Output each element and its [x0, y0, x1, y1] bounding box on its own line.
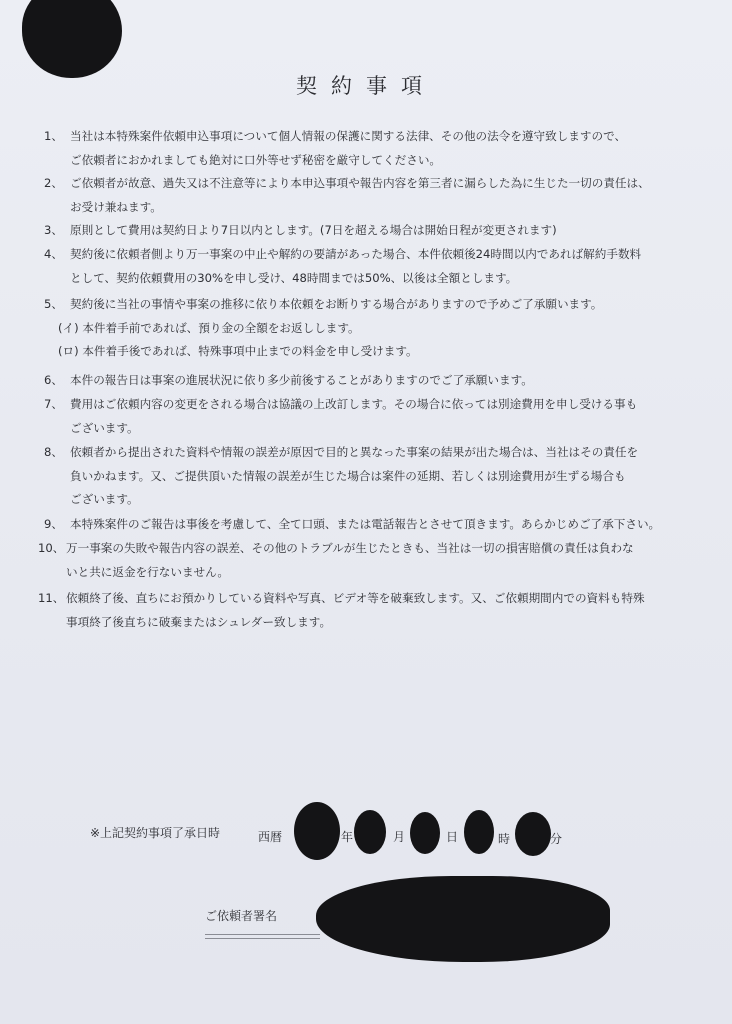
year-unit: 年 [341, 830, 354, 844]
redaction-mark [22, 0, 122, 78]
item-number: 5、 [44, 297, 63, 311]
hour-unit: 時 [498, 832, 511, 846]
item-text-line: 依頼終了後、直ちにお預かりしている資料や写真、ビデオ等を破棄致します。又、ご依頼期間内での資料も特殊 [66, 591, 645, 605]
item-number: 9、 [44, 517, 63, 531]
item-text-line: 原則として費用は契約日より7日以内とします。(7日を超える場合は開始日程が変更されます) [70, 223, 557, 237]
item-text-line: 契約後に依頼者側より万一事案の中止や解約の要請があった場合、本件依頼後24時間以内であれば解約手数料 [70, 247, 642, 261]
item-text-line: ございます。 [70, 420, 139, 435]
item-number: 4、 [44, 247, 63, 261]
day-unit: 日 [446, 830, 459, 844]
item-text-line: 当社は本特殊案件依頼申込事項について個人情報の保護に関する法律、その他の法令を遵守致しますので、 [70, 129, 627, 143]
acceptance-label: ※上記契約事項了承日時 [90, 826, 221, 840]
item-text-line: 負いかねます。又、ご提供頂いた情報の誤差が生じた場合は案件の延期、若しくは別途費用が生ずる場合も [70, 468, 626, 483]
item-text-line: (イ) 本件着手前であれば、預り金の全額をお返しします。 [58, 320, 360, 335]
item-text-line: 依頼者から提出された資料や情報の誤差が原因で目的と異なった事案の結果が出た場合は、当社はその責任を [70, 445, 639, 459]
item-text-line: (ロ) 本件着手後であれば、特殊事項中止までの料金を申し受けます。 [58, 344, 418, 358]
item-text-line: ご依頼者におかれましても絶対に口外等せず秘密を厳守してください。 [70, 152, 442, 167]
signature-underline [205, 938, 320, 939]
item-number: 3、 [44, 223, 63, 237]
redaction-mark [294, 802, 340, 860]
item-text-line: ございます。 [70, 492, 139, 506]
redaction-mark [515, 812, 551, 856]
month-unit: 月 [393, 830, 406, 844]
item-text-line: お受け兼ねます。 [70, 199, 162, 214]
item-text-line: 本特殊案件のご報告は事後を考慮して、全て口頭、または電話報告とさせて頂きます。あらかじめご了承下さい。 [70, 517, 661, 531]
item-text-line: 費用はご依頼内容の変更をされる場合は協議の上改訂します。その場合に依っては別途費用を申し受ける事も [70, 397, 638, 411]
signature-redaction [316, 876, 610, 962]
signature-label: ご依頼者署名 [205, 909, 278, 923]
item-number: 8、 [44, 445, 63, 459]
item-text-line: として、契約依頼費用の30%を申し受け、48時間までは50%、以後は全額とします。 [70, 270, 518, 285]
item-text-line: 万一事案の失敗や報告内容の誤差、その他のトラブルが生じたときも、当社は一切の損害賠償の責任は負わな [66, 541, 634, 555]
item-text-line: 本件の報告日は事案の進展状況に依り多少前後することがありますのでご了承願います。 [70, 373, 533, 387]
item-number: 1、 [44, 129, 63, 143]
item-text-line: いと共に返金を行ないません。 [66, 564, 230, 579]
item-text-line: 契約後に当社の事情や事案の推移に依り本依頼をお断りする場合がありますので予めご了承願います。 [70, 297, 603, 311]
item-number: 10、 [38, 541, 65, 555]
signature-underline [205, 934, 320, 935]
item-number: 11、 [38, 591, 65, 605]
item-number: 7、 [44, 397, 63, 411]
minute-unit: 分 [550, 832, 563, 846]
item-text-line: 事項終了後直ちに破棄またはシュレダー致します。 [66, 614, 332, 629]
redaction-mark [464, 810, 494, 854]
era-label: 西暦 [258, 830, 283, 844]
item-text-line: ご依頼者が故意、過失又は不注意等により本申込事項や報告内容を第三者に漏らした為に生じた一切の責任は、 [70, 176, 650, 190]
item-number: 2、 [44, 176, 63, 190]
redaction-mark [410, 812, 440, 854]
item-number: 6、 [44, 373, 63, 387]
redaction-mark [354, 810, 386, 854]
document-title: 契約事項 [296, 74, 436, 98]
